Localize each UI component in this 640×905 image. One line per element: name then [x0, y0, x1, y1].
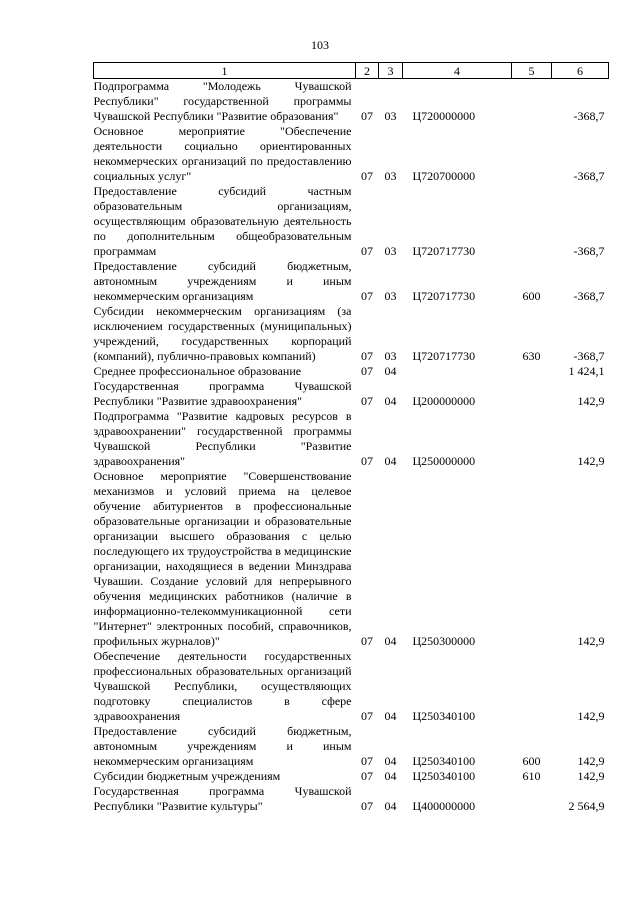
- row-section: 07: [361, 769, 373, 783]
- table-row: [94, 769, 609, 784]
- row-expense-type: [512, 469, 552, 649]
- row-amount: 142,9: [577, 709, 605, 723]
- row-section: 07: [361, 394, 373, 408]
- row-expense-type: 630: [522, 349, 541, 363]
- row-target-code: Ц250340100: [412, 769, 476, 783]
- row-amount: 1 424,1: [568, 364, 605, 378]
- row-expense-type: [512, 364, 552, 379]
- row-target-code: Ц720000000: [412, 109, 476, 123]
- row-target-code: [403, 364, 512, 379]
- row-name: Основное мероприятие "Обеспечение деятельности социально ориентированных некоммерческих организаций по предоставлению социальных услуг": [93, 124, 352, 183]
- table-row: [94, 79, 609, 125]
- column-header-3: 3: [379, 63, 403, 79]
- table-row: [94, 259, 609, 304]
- table-row: [94, 724, 609, 769]
- row-target-code: Ц720717730: [412, 349, 476, 363]
- row-amount: -368,7: [573, 244, 605, 258]
- row-subsection: 04: [384, 454, 397, 468]
- row-subsection: 03: [384, 244, 397, 258]
- row-amount: -368,7: [573, 109, 605, 123]
- row-amount: 142,9: [577, 394, 605, 408]
- row-target-code: Ц250000000: [412, 454, 476, 468]
- row-section: 07: [361, 799, 373, 813]
- row-section: 07: [361, 454, 373, 468]
- column-header-5: 5: [512, 63, 552, 79]
- row-name: Предоставление субсидий частным образовательным организациям, осуществляющим образовательную деятельность по дополнительным общеобразовательным программам: [93, 184, 352, 258]
- row-expense-type: [512, 649, 552, 724]
- row-name: Основное мероприятие "Совершенствование механизмов и условий приема на целевое обучение абитуриентов в профессиональные образовательные организации и образовательные организации высшего образования с целью последующего их трудоустройства в медицинские организации, находящиеся в ведении Минздрава Чувашии. Создание условий для непрерывного обучения медицинских работников (наличие в информационно-телекоммуникационной сети "Интернет" электронных пособий, справочников, профильных журналов)": [93, 469, 352, 648]
- row-subsection: 04: [384, 634, 397, 648]
- table-row: [94, 304, 609, 364]
- row-target-code: Ц720717730: [412, 244, 476, 258]
- row-target-code: Ц720717730: [412, 289, 476, 303]
- table-body: [94, 79, 609, 815]
- row-name: Среднее профессиональное образование: [93, 364, 302, 378]
- row-amount: -368,7: [573, 169, 605, 183]
- row-expense-type: [512, 784, 552, 814]
- row-expense-type: [512, 379, 552, 409]
- row-expense-type: 600: [522, 754, 541, 768]
- row-subsection: 04: [384, 769, 397, 783]
- row-name: Субсидии некоммерческим организациям (за исключением государственных (муниципальных) учреждений, государственных корпораций (компаний), публично-правовых компаний): [93, 304, 352, 363]
- table-row: [94, 784, 609, 814]
- table-row: [94, 364, 609, 379]
- row-expense-type: [512, 79, 552, 125]
- row-amount: 142,9: [577, 769, 605, 783]
- row-subsection: 04: [384, 754, 397, 768]
- row-name: Государственная программа Чувашской Республики "Развитие культуры": [93, 784, 352, 813]
- row-name: Подпрограмма "Развитие кадровых ресурсов в здравоохранении" государственной программы Чувашской Республики "Развитие здравоохранения": [93, 409, 352, 468]
- row-name: Обеспечение деятельности государственных профессиональных образовательных организаций Чувашской Республики, осуществляющих подготовку специалистов в сфере здравоохранения: [93, 649, 352, 723]
- row-section: 07: [361, 289, 373, 303]
- row-amount: 2 564,9: [568, 799, 605, 813]
- row-section: 07: [361, 364, 373, 378]
- row-expense-type: 610: [522, 769, 541, 783]
- table-header-row: [94, 63, 609, 79]
- row-expense-type: [512, 409, 552, 469]
- row-expense-type: [512, 124, 552, 184]
- table-row: [94, 124, 609, 184]
- row-amount: 142,9: [577, 634, 605, 648]
- row-expense-type: [512, 184, 552, 259]
- column-header-6: 6: [552, 63, 609, 79]
- table-row: [94, 379, 609, 409]
- row-subsection: 04: [384, 709, 397, 723]
- table-row: [94, 649, 609, 724]
- row-section: 07: [361, 634, 373, 648]
- column-header-1: 1: [94, 63, 356, 79]
- row-target-code: Ц720700000: [412, 169, 476, 183]
- row-target-code: Ц400000000: [412, 799, 476, 813]
- table-row: [94, 469, 609, 649]
- row-section: 07: [361, 754, 373, 768]
- row-target-code: Ц250340100: [412, 709, 476, 723]
- row-amount: 142,9: [577, 754, 605, 768]
- table-row: [94, 409, 609, 469]
- row-subsection: 03: [384, 109, 397, 123]
- row-target-code: Ц200000000: [412, 394, 476, 408]
- column-header-4: 4: [403, 63, 512, 79]
- budget-table: [93, 62, 609, 814]
- table-row: [94, 184, 609, 259]
- row-amount: -368,7: [573, 289, 605, 303]
- row-section: 07: [361, 709, 373, 723]
- row-subsection: 03: [384, 289, 397, 303]
- row-target-code: Ц250300000: [412, 634, 476, 648]
- row-subsection: 03: [384, 349, 397, 363]
- row-amount: 142,9: [577, 454, 605, 468]
- row-name: Предоставление субсидий бюджетным, автономным учреждениям и иным некоммерческим организациям: [93, 259, 352, 303]
- row-target-code: Ц250340100: [412, 754, 476, 768]
- row-expense-type: 600: [522, 289, 541, 303]
- row-subsection: 03: [384, 169, 397, 183]
- row-section: 07: [361, 349, 373, 363]
- row-section: 07: [361, 244, 373, 258]
- row-name: Предоставление субсидий бюджетным, автономным учреждениям и иным некоммерческим организациям: [93, 724, 352, 768]
- row-name: Подпрограмма "Молодежь Чувашской Республики" государственной программы Чувашской Республики "Развитие образования": [93, 79, 352, 123]
- row-name: Государственная программа Чувашской Республики "Развитие здравоохранения": [93, 379, 352, 408]
- row-subsection: 04: [384, 364, 397, 378]
- row-subsection: 04: [384, 799, 397, 813]
- row-section: 07: [361, 109, 373, 123]
- row-section: 07: [361, 169, 373, 183]
- row-name: Субсидии бюджетным учреждениям: [93, 769, 281, 783]
- row-subsection: 04: [384, 394, 397, 408]
- page-number: 103: [311, 38, 329, 52]
- column-header-2: 2: [356, 63, 379, 79]
- row-amount: -368,7: [573, 349, 605, 363]
